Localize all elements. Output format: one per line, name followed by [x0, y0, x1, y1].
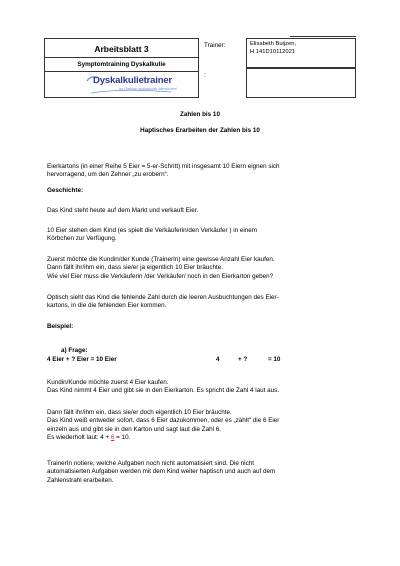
- example-p2-line-4: [47, 434, 377, 442]
- title-divider: [45, 57, 198, 58]
- story-p4-line-2: kartons, in die die fehlenden Eier kommen.: [47, 302, 167, 310]
- example-missing-number: 6: [110, 434, 115, 442]
- example-p2-line-3: einzeln aus und gibt sie in den Karton und sagt laut die Zahl 6.: [47, 425, 221, 433]
- example-p2-line-1: Dann fällt ihr/ihm ein, dass sie/er doch eigentlich 10 Eier bräuchte.: [47, 409, 232, 416]
- page-subtitle: Haptisches Erarbeiten der Zahlen bis 10: [140, 127, 260, 134]
- closing-line-3: Zahlenstrahl erarbeiten.: [47, 476, 114, 484]
- story-p2: [47, 227, 367, 244]
- example-eq-c: = 10: [268, 356, 281, 363]
- sheet-title: Arbeitsblatt 3: [94, 44, 149, 54]
- example-p1-line-1: Kundin/Kunde möchte zuerst 4 Eier kaufen.: [47, 379, 169, 386]
- example-p1: [47, 379, 377, 396]
- trainer-name-box: [246, 38, 356, 68]
- logo-main-text: Dyskalkulietrainer: [93, 75, 173, 86]
- story-p2-line-2: Körbchen zur Verfügung.: [47, 235, 117, 243]
- example-p2-line-2: Das Kind weiß entweder sofort, dass 6 Eier dazukommen, oder es „zählt“ die 6 Eier: [47, 417, 280, 425]
- example-p1-line-2: Das Kind nimmt 4 Eier und gibt sie in den Eierkarton. Es spricht die Zahl 4 laut aus.: [47, 387, 280, 395]
- trainer-extra-box: [246, 68, 356, 98]
- closing-line-2: automatisierten Aufgaben werden mit dem Kind weiter haptisch und auch auf dem: [47, 468, 276, 476]
- story-p3: [47, 256, 377, 281]
- logo: [85, 73, 175, 97]
- example-eq-a: 4: [216, 356, 220, 363]
- story-p3-line-3: Wie viel Eier muss die Verkäuferin /der Verkäufer/ noch in den Eierkarton geben?: [47, 272, 274, 280]
- logo-tagline: Im Dienste dyskalkuler Menschen!: [119, 87, 177, 91]
- example-heading: Beispiel:: [47, 323, 74, 330]
- trainer-label: Trainer:: [204, 42, 226, 49]
- story-heading: Geschichte:: [47, 187, 84, 194]
- closing-text: [47, 460, 377, 485]
- story-p4: [47, 294, 377, 311]
- intro-text: [47, 163, 367, 180]
- example-repeat-prefix: Es wiederholt laut: 4 +: [47, 434, 111, 442]
- example-sub-heading: a) Frage:: [61, 347, 88, 354]
- closing-line-1: TrainerIn notiere, welche Aufgaben noch nicht automatisiert sind. Die nicht: [47, 460, 254, 467]
- trainer-name: Elisabeth Buijzen,: [250, 41, 297, 47]
- sheet-title-box: [44, 38, 199, 98]
- example-eq-b: + ?: [238, 356, 248, 363]
- story-p3-line-1: Zuerst möchte die Kundin/der Kunde (TrainerIn) eine gewisse Anzahl Eier kaufen.: [47, 256, 275, 263]
- story-p4-line-1: Optisch sieht das Kind die fehlende Zahl durch die leeren Ausbuchtungen des Eier-: [47, 294, 279, 301]
- example-repeat-suffix: = 10.: [114, 434, 131, 442]
- example-p2: [47, 409, 377, 443]
- colon-label: :: [204, 72, 206, 79]
- example-equation-left: 4 Eier + ? Eier = 10 Eier: [47, 356, 117, 363]
- intro-line-2: hervorragend, um den Zehner „zu erobern“.: [47, 171, 169, 179]
- trainer-id: H 141D10112021: [250, 49, 296, 55]
- story-p2-line-1: 10 Eier stehen dem Kind (es spielt die Verkäuferin/den Verkäufer ) in einem: [47, 227, 258, 234]
- top-right-rule: [290, 36, 356, 37]
- page-title: Zahlen bis 10: [180, 111, 220, 118]
- subtitle-divider: [45, 71, 198, 72]
- story-p3-line-2: Dann fällt ihr/ihm ein, dass sie/er ja eigentlich 10 Eier bräuchte.: [47, 264, 224, 272]
- intro-line-1: Eierkartons (in einer Reihe 5 Eier = 5-er-Schritt) mit insgesamt 10 Eiern eignen sich: [47, 163, 280, 170]
- story-p1: Das Kind steht heute auf dem Markt und verkauft Eier.: [47, 207, 199, 214]
- sheet-subtitle: Symptomtraining Dyskalkulie: [77, 61, 166, 68]
